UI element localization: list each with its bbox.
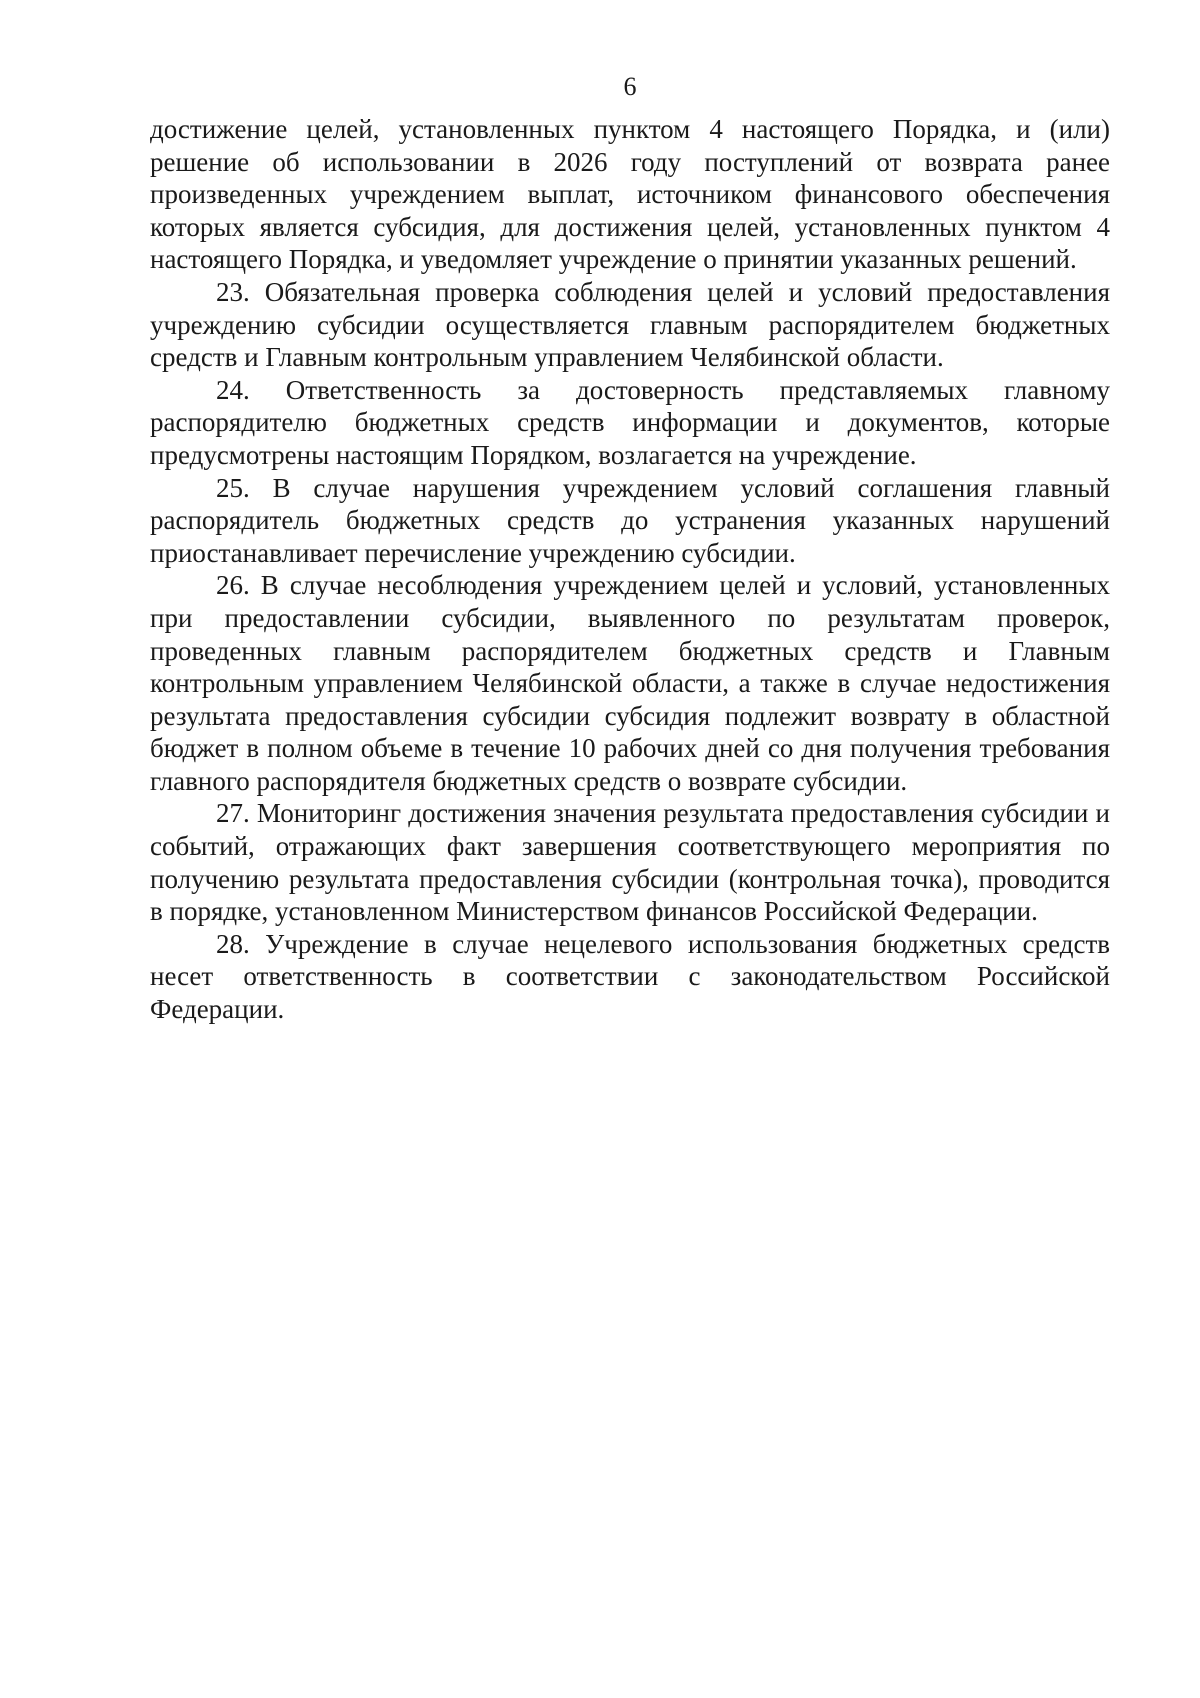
paragraph-23: 23. Обязательная проверка соблюдения целей и условий предоставления учреждению субсидии осуществляется главным распорядителем бюджетных средств и Главным контрольным управлением Челябинской области. xyxy=(150,276,1110,373)
page-number: 6 xyxy=(623,72,637,101)
paragraph-27: 27. Мониторинг достижения значения результата предоставления субсидии и событий, отражающих факт завершения соответствующего мероприятия по получению результата предоставления субсидии (контрольная точка), проводится в порядке, установленном Министерством финансов Российской Федерации. xyxy=(150,798,1110,927)
paragraph-25: 25. В случае нарушения учреждением условий соглашения главный распорядитель бюджетных средств до устранения указанных нарушений приостанавливает перечисление учреждению субсидии. xyxy=(150,472,1110,568)
paragraph-continuation: достижение целей, установленных пунктом 4 настоящего Порядка, и (или) решение об использовании в 2026 году поступлений от возврата ранее произведенных учреждением выплат, источником финансового обеспечения которых является субсидия, для достижения целей, установленных пунктом 4 настоящего Порядка, и уведомляет учреждение о принятии указанных решений. xyxy=(150,114,1110,275)
document-body xyxy=(150,113,1110,1026)
paragraph-24: 24. Ответственность за достоверность представляемых главному распорядителю бюджетных средств информации и документов, которые предусмотрены настоящим Порядком, возлагается на учреждение. xyxy=(150,374,1110,470)
paragraph-28: 28. Учреждение в случае нецелевого использования бюджетных средств несет ответственность в соответствии с законодательством Российской Федерации. xyxy=(150,928,1110,1025)
paragraph-26: 26. В случае несоблюдения учреждением целей и условий, установленных при предоставлении субсидии, выявленного по результатам проверок, проведенных главным распорядителем бюджетных средств и Главным контрольным управлением Челябинской области, а также в случае недостижения результата предоставления субсидии субсидия подлежит возврату в областной бюджет в полном объеме в течение 10 рабочих дней со дня получения требования главного распорядителя бюджетных средств о возврате субсидии. xyxy=(150,570,1110,796)
